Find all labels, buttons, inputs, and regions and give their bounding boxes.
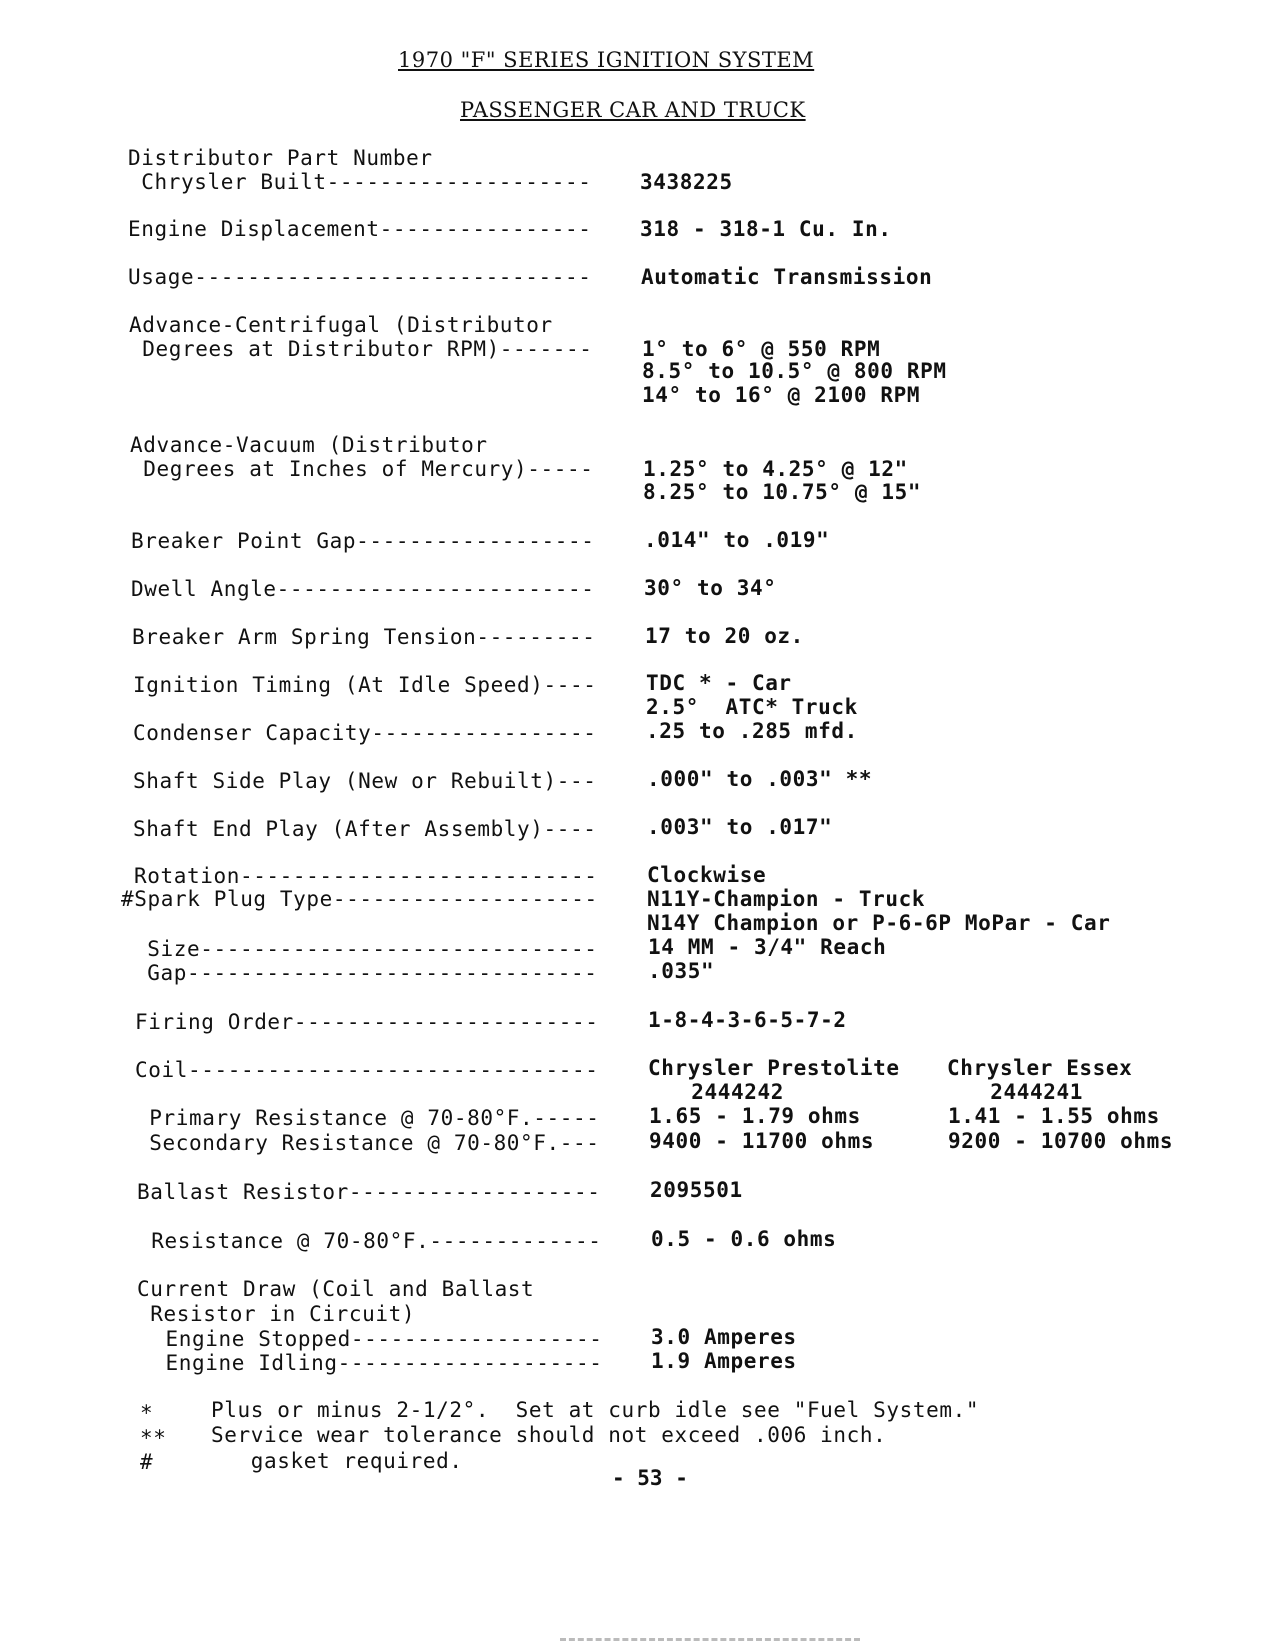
spec-value: 1.65 - 1.79 ohms	[649, 1104, 861, 1128]
spec-label: Shaft End Play (After Assembly)----	[133, 817, 597, 841]
spec-value: .25 to .285 mfd.	[646, 719, 858, 743]
spec-label: Resistor in Circuit)	[137, 1302, 416, 1326]
scan-edge-rule	[560, 1638, 860, 1641]
spec-value-alt: 9200 - 10700 ohms	[948, 1129, 1174, 1153]
spec-value: 2.5° ATC* Truck	[646, 695, 858, 719]
spec-value: N11Y-Champion - Truck	[647, 887, 926, 911]
spec-label: Degrees at Inches of Mercury)-----	[130, 457, 594, 481]
footnote-mark: **	[140, 1426, 167, 1450]
spec-label: Size------------------------------	[134, 937, 598, 961]
spec-value-alt: 2444241	[977, 1080, 1083, 1104]
spec-value: 1-8-4-3-6-5-7-2	[648, 1008, 847, 1032]
spec-value: .014" to .019"	[644, 528, 830, 552]
spec-label: Shaft Side Play (New or Rebuilt)---	[133, 769, 597, 793]
spec-value: 0.5 - 0.6 ohms	[651, 1227, 837, 1251]
spec-value: .003" to .017"	[647, 815, 833, 839]
spec-value: 8.5° to 10.5° @ 800 RPM	[642, 359, 947, 383]
spec-label: Degrees at Distributor RPM)-------	[129, 337, 593, 361]
spec-label: Ignition Timing (At Idle Speed)----	[133, 673, 597, 697]
footnote-text: Plus or minus 2-1/2°. Set at curb idle see "Fuel System."	[211, 1398, 980, 1422]
spec-value: TDC * - Car	[646, 671, 792, 695]
spec-value: Chrysler Prestolite	[648, 1056, 900, 1080]
spec-value: 17 to 20 oz.	[645, 624, 804, 648]
spec-label: Gap-------------------------------	[134, 961, 598, 985]
spec-value: 9400 - 11700 ohms	[649, 1129, 875, 1153]
spec-value: 3438225	[640, 170, 733, 194]
spec-label: #Spark Plug Type--------------------	[121, 887, 598, 911]
spec-label: Usage------------------------------	[128, 265, 592, 289]
spec-value: 8.25° to 10.75° @ 15"	[643, 480, 922, 504]
spec-label: Engine Idling--------------------	[139, 1351, 603, 1375]
footnote-text: gasket required.	[211, 1449, 463, 1473]
spec-label: Engine Displacement----------------	[128, 217, 592, 241]
spec-label: Primary Resistance @ 70-80°F.-----	[136, 1106, 600, 1130]
footnote-text: Service wear tolerance should not exceed .006 inch.	[211, 1423, 887, 1447]
spec-label: Distributor Part Number	[128, 146, 433, 170]
spec-label: Condenser Capacity-----------------	[133, 721, 597, 745]
spec-label: Current Draw (Coil and Ballast	[137, 1277, 535, 1301]
spec-label: Dwell Angle------------------------	[131, 577, 595, 601]
spec-value-alt: Chrysler Essex	[947, 1056, 1133, 1080]
spec-value: 1.9 Amperes	[651, 1349, 797, 1373]
spec-value: N14Y Champion or P-6-6P MoPar - Car	[647, 911, 1111, 935]
spec-label: Firing Order-----------------------	[135, 1010, 599, 1034]
spec-value: 3.0 Amperes	[651, 1325, 797, 1349]
footnote-mark: *	[140, 1401, 154, 1425]
page-subtitle: PASSENGER CAR AND TRUCK	[460, 98, 806, 122]
spec-value: Clockwise	[647, 863, 767, 887]
spec-label: Advance-Centrifugal (Distributor	[129, 313, 553, 337]
spec-label: Chrysler Built--------------------	[128, 170, 592, 194]
spec-label: Advance-Vacuum (Distributor	[130, 433, 488, 457]
spec-label: Breaker Arm Spring Tension---------	[132, 625, 596, 649]
spec-value: 14 MM - 3/4" Reach	[648, 935, 887, 959]
spec-label: Coil-------------------------------	[135, 1058, 599, 1082]
spec-label: Resistance @ 70-80°F.-------------	[138, 1229, 602, 1253]
spec-label: Secondary Resistance @ 70-80°F.---	[136, 1131, 600, 1155]
spec-label: Ballast Resistor-------------------	[137, 1180, 601, 1204]
spec-value: 318 - 318-1 Cu. In.	[640, 217, 892, 241]
spec-value: .035"	[648, 959, 715, 983]
spec-value: .000" to .003" **	[647, 767, 873, 791]
page-title: 1970 "F" SERIES IGNITION SYSTEM	[398, 48, 815, 72]
spec-label: Engine Stopped-------------------	[139, 1327, 603, 1351]
spec-value: 2095501	[650, 1178, 743, 1202]
spec-label: Rotation---------------------------	[134, 864, 598, 888]
footnote-mark: #	[140, 1450, 154, 1474]
spec-value: 1° to 6° @ 550 RPM	[642, 337, 881, 361]
spec-value: Automatic Transmission	[641, 265, 933, 289]
spec-value: 1.25° to 4.25° @ 12"	[643, 457, 908, 481]
spec-label: Breaker Point Gap------------------	[131, 529, 595, 553]
page-number: - 53 -	[612, 1466, 688, 1490]
spec-value: 30° to 34°	[644, 576, 777, 600]
spec-value: 14° to 16° @ 2100 RPM	[642, 383, 921, 407]
spec-value: 2444242	[678, 1080, 784, 1104]
spec-value-alt: 1.41 - 1.55 ohms	[948, 1104, 1160, 1128]
